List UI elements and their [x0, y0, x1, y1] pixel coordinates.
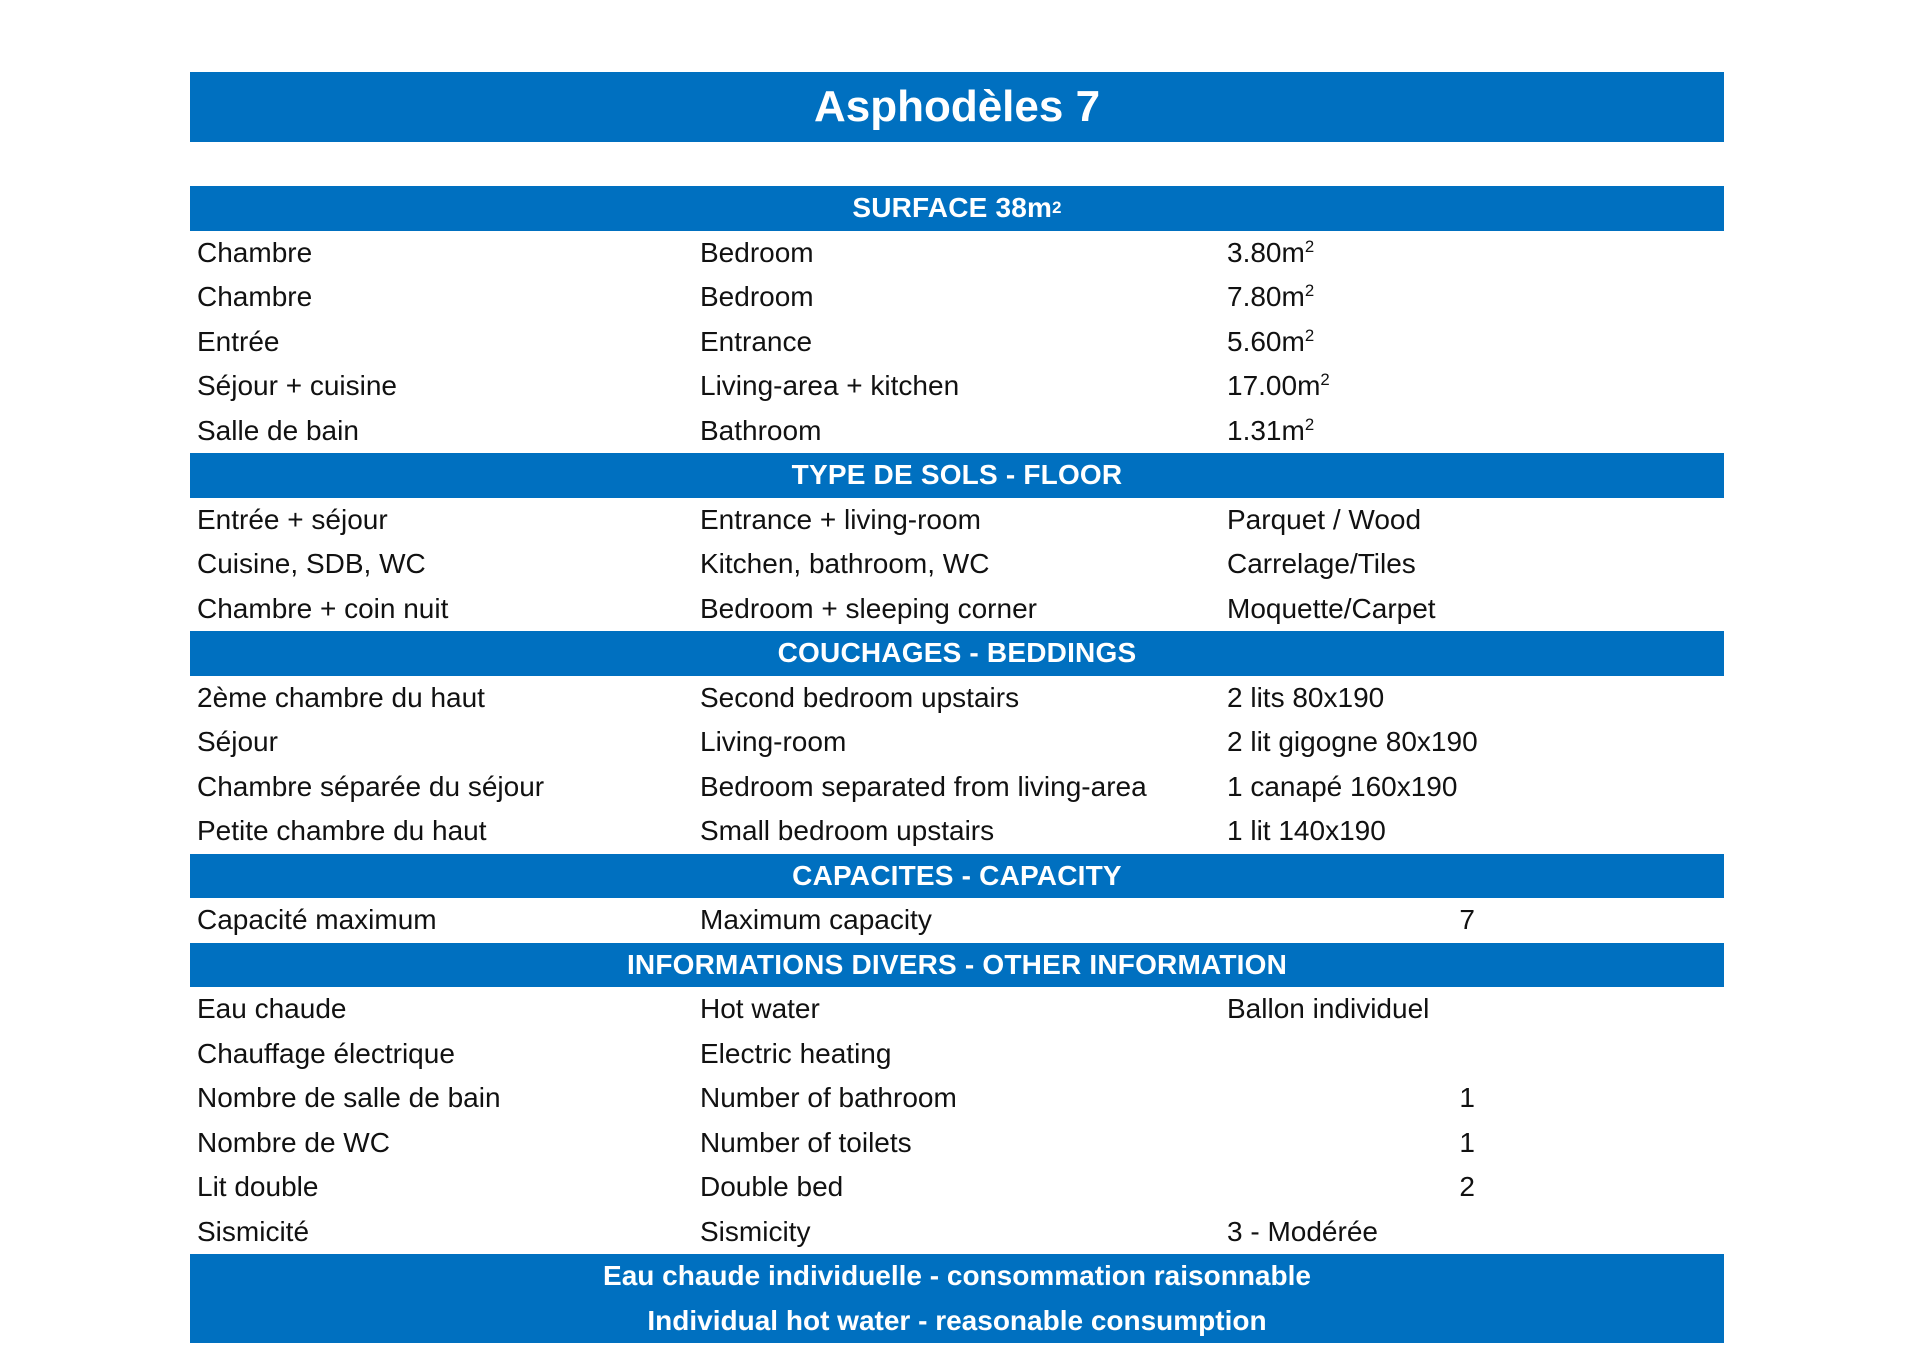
table-row	[190, 275, 1724, 320]
table-row	[190, 587, 1724, 632]
cell-en: Bedroom separated from living-area	[700, 770, 1147, 802]
table-row	[190, 1165, 1724, 1210]
cell-value: $5.60m^2$	[1227, 325, 1315, 357]
cell-fr: Eau chaude	[197, 993, 347, 1025]
cell-fr: Entrée	[197, 325, 280, 357]
cell-fr: Chambre séparée du séjour	[197, 770, 545, 802]
cell-fr: Séjour	[197, 726, 278, 758]
cell-en: Bathroom	[700, 414, 822, 446]
cell-value: 2	[1459, 1171, 1475, 1203]
table-row	[190, 231, 1724, 276]
table-row	[190, 898, 1724, 943]
section-header-floor: TYPE DE SOLS - FLOOR	[190, 453, 1724, 498]
cell-en: Bedroom	[700, 236, 814, 268]
cell-en: Number of toilets	[700, 1126, 912, 1158]
cell-en: Living-room	[700, 726, 847, 758]
info-sheet	[190, 186, 1724, 1343]
cell-value: 7	[1459, 904, 1475, 936]
cell-fr: Chambre	[197, 236, 313, 268]
table-row	[190, 1121, 1724, 1166]
cell-en: Double bed	[700, 1171, 844, 1203]
cell-en: Small bedroom upstairs	[700, 815, 995, 847]
cell-fr: Chambre + coin nuit	[197, 592, 449, 624]
cell-value: $17.00m^2$	[1227, 370, 1330, 402]
cell-en: Hot water	[700, 993, 820, 1025]
cell-en: Sismicity	[700, 1215, 811, 1247]
cell-value: 1	[1459, 1082, 1475, 1114]
section-header-surface: SURFACE 38m 2	[190, 186, 1724, 231]
cell-fr: Lit double	[197, 1171, 319, 1203]
cell-en: Second bedroom upstairs	[700, 681, 1020, 713]
table-row	[190, 809, 1724, 854]
cell-en: Maximum capacity	[700, 904, 932, 936]
cell-fr: Nombre de salle de bain	[197, 1082, 501, 1114]
cell-en: Bedroom + sleeping corner	[700, 592, 1037, 624]
table-row	[190, 1076, 1724, 1121]
table-row	[190, 1210, 1724, 1255]
cell-fr: Chambre	[197, 281, 313, 313]
cell-fr: Capacité maximum	[197, 904, 437, 936]
cell-value: $3.80m^2$	[1227, 236, 1315, 268]
cell-fr: Salle de bain	[197, 414, 359, 446]
cell-en: Electric heating	[700, 1037, 892, 1069]
cell-value: Parquet / Wood	[1227, 503, 1422, 535]
page-title: Asphodèles 7	[190, 72, 1724, 142]
cell-fr: 2ème chambre du haut	[197, 681, 485, 713]
table-row	[190, 987, 1724, 1032]
table-row	[190, 498, 1724, 543]
cell-fr: Petite chambre du haut	[197, 815, 487, 847]
table-row	[190, 765, 1724, 810]
section-header-beddings: COUCHAGES - BEDDINGS	[190, 631, 1724, 676]
table-row	[190, 676, 1724, 721]
cell-en: Entrance + living-room	[700, 503, 981, 535]
cell-value: 3 - Modérée	[1227, 1215, 1378, 1247]
cell-fr: Entrée + séjour	[197, 503, 388, 535]
cell-en: Entrance	[700, 325, 813, 357]
section-header-capacity: CAPACITES - CAPACITY	[190, 854, 1724, 899]
table-row	[190, 542, 1724, 587]
cell-value: Moquette/Carpet	[1227, 592, 1436, 624]
cell-fr: Nombre de WC	[197, 1126, 390, 1158]
cell-value: 1	[1459, 1126, 1475, 1158]
table-row	[190, 364, 1724, 409]
cell-value: Ballon individuel	[1227, 993, 1430, 1025]
cell-value: $7.80m^2$	[1227, 281, 1315, 313]
cell-en: Kitchen, bathroom, WC	[700, 548, 990, 580]
cell-value: 1 lit 140x190	[1227, 815, 1386, 847]
cell-value: Carrelage/Tiles	[1227, 548, 1416, 580]
table-row	[190, 720, 1724, 765]
footer-line-en: Individual hot water - reasonable consumption	[647, 1304, 1267, 1336]
cell-fr: Sismicité	[197, 1215, 310, 1247]
cell-fr: Séjour + cuisine	[197, 370, 398, 402]
cell-value: 2 lits 80x190	[1227, 681, 1385, 713]
footer-line-fr: Eau chaude individuelle - consommation raisonnable	[603, 1260, 1311, 1292]
cell-fr: Cuisine, SDB, WC	[197, 548, 426, 580]
cell-value: $1.31m^2$	[1227, 414, 1315, 446]
surface-header-label: SURFACE 38m	[852, 192, 1053, 224]
cell-fr: Chauffage électrique	[197, 1037, 455, 1069]
section-header-other: INFORMATIONS DIVERS - OTHER INFORMATION	[190, 943, 1724, 988]
cell-en: Bedroom	[700, 281, 814, 313]
table-row	[190, 1032, 1724, 1077]
cell-value: 2 lit gigogne 80x190	[1227, 726, 1478, 758]
cell-value: 1 canapé 160x190	[1227, 770, 1458, 802]
cell-en: Number of bathroom	[700, 1082, 957, 1114]
table-row	[190, 320, 1724, 365]
footer-banner	[190, 1254, 1724, 1343]
table-row	[190, 409, 1724, 454]
cell-en: Living-area + kitchen	[700, 370, 960, 402]
